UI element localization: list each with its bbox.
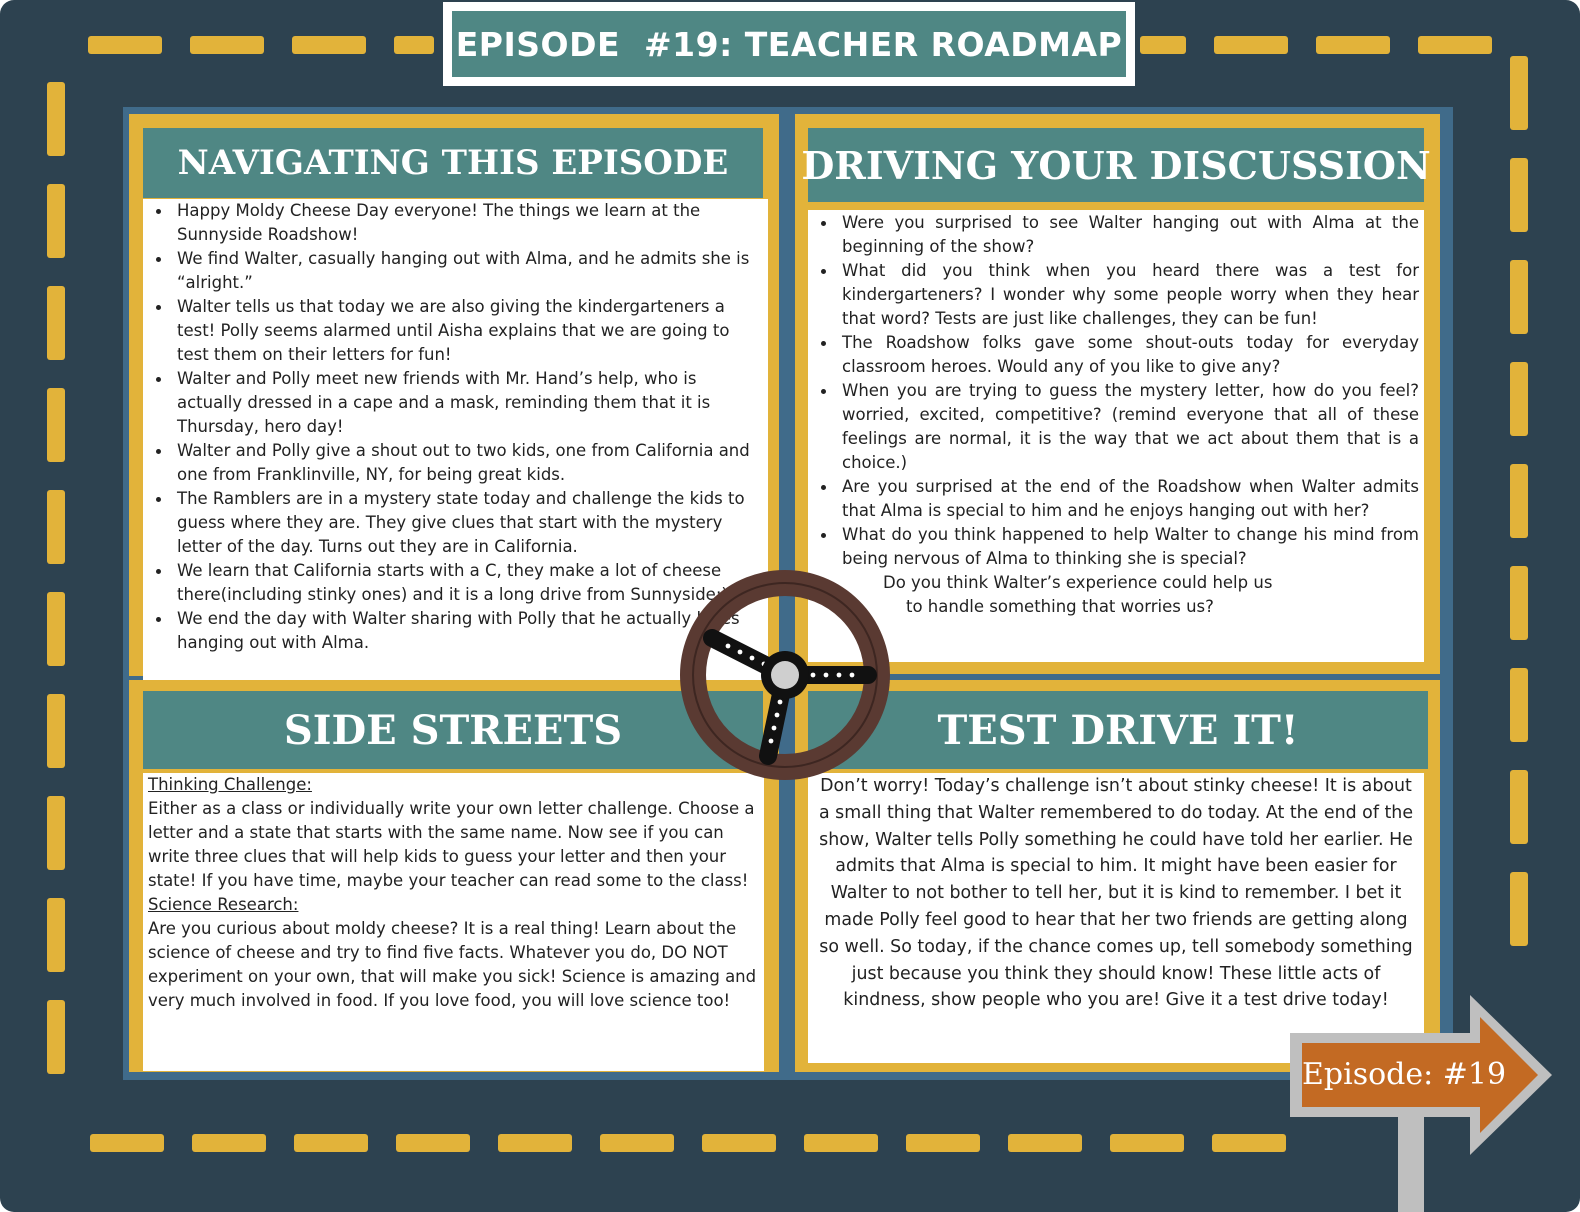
title-box — [443, 2, 1135, 86]
steering-wheel-icon — [678, 568, 892, 782]
list-item: What do you think happened to help Walter to change his mind from being nervous of Alma to thinking she is special? — [808, 523, 1419, 571]
discussion-body — [808, 210, 1424, 662]
discussion-closing-1: Do you think Walter’s experience could help us — [883, 573, 1273, 592]
discussion-heading: DRIVING YOUR DISCUSSION — [808, 128, 1424, 202]
list-item: Walter tells us that today we are also giving the kindergarteners a test! Polly seems alarmed until Aisha explains that we are going to test them on their letters for fun! — [143, 295, 764, 367]
science-research-label: Science Research: — [148, 895, 299, 914]
navigating-list — [143, 199, 764, 655]
thinking-challenge-label: Thinking Challenge: — [148, 775, 312, 794]
page-title: EPISODE #19: TEACHER ROADMAP — [452, 11, 1126, 77]
navigating-body — [143, 199, 768, 683]
list-item: We find Walter, casually hanging out with Alma, and he admits she is “alright.” — [143, 247, 764, 295]
list-item: Walter and Polly meet new friends with Mr. Hand’s help, who is actually dressed in a cape and a mask, reminding them that it is Thursday, hero day! — [143, 367, 764, 439]
list-item: The Ramblers are in a mystery state today and challenge the kids to guess where they are. They give clues that start with the mystery letter of the day. Turns out they are in California. — [143, 487, 764, 559]
list-item: Walter and Polly give a shout out to two kids, one from California and one from Franklinville, NY, for being great kids. — [143, 439, 764, 487]
discussion-list — [808, 211, 1419, 571]
thinking-challenge-text: Either as a class or individually write your own letter challenge. Choose a letter and a state that starts with the same name. Now see if you can write three clues that will help kids to guess your letter and then your state! If you have time, maybe your teacher can read some to the class! — [148, 799, 755, 890]
discussion-closing-2: to handle something that worries us? — [906, 597, 1214, 616]
list-item: What did you think when you heard there was a test for kindergarteners? I wonder why some people worry when they hear that word? Tests are just like challenges, they can be fun! — [808, 259, 1419, 331]
list-item: Happy Moldy Cheese Day everyone! The things we learn at the Sunnyside Roadshow! — [143, 199, 764, 247]
list-item: Are you surprised at the end of the Roadshow when Walter admits that Alma is special to him and he enjoys hanging out with her? — [808, 475, 1419, 523]
list-item: When you are trying to guess the mystery letter, how do you feel? worried, excited, competitive? (remind everyone that all of these feelings are normal, it is the way that we act about them that is a choice.) — [808, 379, 1419, 475]
side-streets-heading: SIDE STREETS — [143, 691, 763, 769]
navigating-heading: NAVIGATING THIS EPISODE — [143, 128, 763, 198]
science-research-text: Are you curious about moldy cheese? It is a real thing! Learn about the science of cheese and try to find five facts. Whatever you do, DO NOT experiment on your own, that will make you sick! Science is amazing and very much involved in food. If you love food, you will love science too! — [148, 919, 757, 1010]
list-item: We end the day with Walter sharing with Polly that he actually loves hanging out with Alma. — [143, 607, 764, 655]
list-item: We learn that California starts with a C, they make a lot of cheese there(including stinky ones) and it is a long drive from Sunnyside:) — [143, 559, 764, 607]
arrow-sign-icon — [1290, 995, 1560, 1212]
side-streets-body — [143, 773, 764, 1071]
list-item: Were you surprised to see Walter hanging out with Alma at the beginning of the show? — [808, 211, 1419, 259]
list-item: The Roadshow folks gave some shout-outs today for everyday classroom heroes. Would any of you like to give any? — [808, 331, 1419, 379]
test-drive-heading: TEST DRIVE IT! — [808, 691, 1428, 769]
test-drive-text: Don’t worry! Today’s challenge isn’t about stinky cheese! It is about a small thing that Walter remembered to do today. At the end of the show, Walter tells Polly something he could have told her earlier. He admits that Alma is special to him. It might have been easier for Walter to not bother to tell her, but it is kind to remember. I bet it made Polly feel good to hear that her two friends are getting along so well. So today, if the chance comes up, tell somebody something just because you think they should know! These little acts of kindness, show people who you are! Give it a test drive today! — [818, 776, 1414, 1011]
episode-sign-label: Episode: #19 — [1302, 1057, 1507, 1092]
